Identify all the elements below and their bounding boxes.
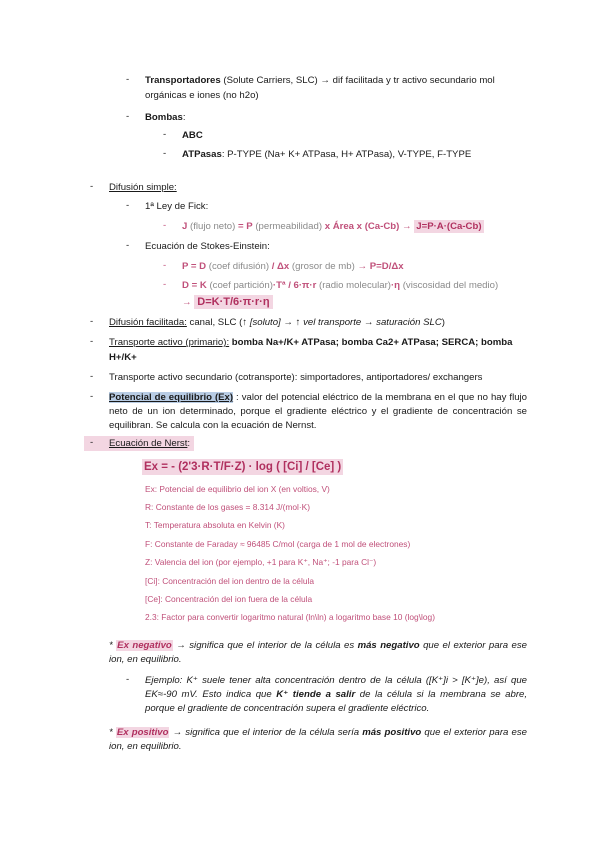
transporte-activo-line-2: H+/K+ bbox=[109, 352, 137, 363]
def-f: F: Constante de Faraday ≈ 96485 C/mol (carga de 1 mol de electrones) bbox=[145, 539, 411, 549]
stokes-p-formula bbox=[182, 260, 404, 274]
ejemplo-paragraph bbox=[145, 674, 527, 716]
pos-bold: más positivo bbox=[362, 727, 422, 738]
potencial-equilibrio-title: Potencial de equilibrio (Ex) bbox=[109, 392, 234, 403]
nerst-title: Ecuación de Nerst bbox=[109, 438, 188, 449]
stokes-dx-desc: (grosor de mb) bbox=[289, 261, 358, 272]
transporte-activo-title: Transporte activo (primario): bbox=[109, 337, 230, 348]
neg-text2: que el exterior para ese ion, en equilibrio. bbox=[109, 640, 527, 665]
bullet-dash: - bbox=[163, 129, 167, 140]
fick-p: = P bbox=[238, 221, 253, 232]
bullet-dash: - bbox=[163, 148, 167, 159]
def-z: Z: Valencia del ion (por ejemplo, +1 para K⁺, Na⁺; -1 para Cl⁻) bbox=[145, 557, 377, 567]
nernst-formula: Ex = - (2'3·R·T/F·Z) · log ( [Ci] / [Ce] ) bbox=[144, 461, 342, 473]
bullet-dash: - bbox=[126, 74, 130, 85]
bullet-dash: - bbox=[90, 371, 94, 382]
def-t: T: Temperatura absoluta en Kelvin (K) bbox=[145, 520, 285, 530]
stokes-heading: Ecuación de Stokes-Einstein: bbox=[145, 241, 270, 252]
stokes-d-result-line bbox=[182, 295, 273, 310]
potencial-equilibrio-paragraph bbox=[109, 391, 527, 433]
stokes-d-formula bbox=[182, 279, 498, 293]
bullet-dash: - bbox=[90, 336, 94, 347]
bullet-dash: - bbox=[126, 674, 130, 685]
bullet-dash: - bbox=[126, 200, 130, 211]
fick-area: x Área x (Ca-Cb) → bbox=[324, 221, 415, 232]
bullet-dash: - bbox=[126, 111, 130, 122]
nerst-colon: : bbox=[187, 438, 191, 449]
difusion-facilitada-close: ) bbox=[441, 317, 445, 328]
bullet-dash: - bbox=[90, 391, 94, 402]
transporte-activo-text: bomba Na+/K+ ATPasa; bomba Ca2+ ATPasa; SERCA; bomba bbox=[229, 337, 513, 348]
abc-line: ABC bbox=[182, 130, 203, 141]
bombas-line bbox=[145, 111, 186, 125]
fick-formula bbox=[182, 220, 484, 234]
bombas-title: Bombas bbox=[145, 112, 183, 123]
fick-j-desc: (flujo neto) bbox=[187, 221, 239, 232]
stokes-d: D = K bbox=[182, 280, 207, 291]
fick-j: J bbox=[182, 221, 188, 232]
def-r: R: Constante de los gases = 8.314 J/(mol·K) bbox=[145, 502, 311, 512]
bullet-dash: - bbox=[126, 240, 130, 251]
transportadores-text: (Solute Carriers, SLC) → dif facilitada y tr activo secundario mol bbox=[220, 75, 495, 86]
pos-text1: → significa que el interior de la célula sería bbox=[169, 727, 363, 738]
bombas-colon: : bbox=[182, 112, 186, 123]
stokes-r-desc: (radio molecular) bbox=[316, 280, 391, 291]
neg-bold: más negativo bbox=[357, 640, 420, 651]
stokes-p: P = D bbox=[182, 261, 207, 272]
fick-p-desc: (permeabilidad) bbox=[252, 221, 325, 232]
pos-star: * bbox=[109, 727, 116, 738]
def-ci: [Ci]: Concentración del ion dentro de la célula bbox=[145, 576, 314, 586]
stokes-eta: ·η bbox=[390, 280, 401, 291]
difusion-simple-heading: Difusión simple: bbox=[109, 182, 177, 193]
neg-text1: → significa que el interior de la célula es bbox=[172, 640, 358, 651]
stokes-p-desc: (coef difusión) bbox=[206, 261, 272, 272]
ejemplo-text1: Ejemplo: K⁺ suele tener alta concentración dentro de la célula ([K⁺]i > [K⁺]e), así que EK≈-90 mV. Esto indica que bbox=[145, 675, 527, 700]
transportadores-line bbox=[145, 74, 495, 88]
stokes-arrow: → bbox=[182, 297, 195, 308]
neg-star: * bbox=[109, 640, 117, 651]
ex-positivo-paragraph bbox=[109, 726, 527, 754]
def-ex: Ex: Potencial de equilibrio del ion X (en voltios, V) bbox=[145, 484, 330, 494]
stokes-d-result: D=K·T/6·π·r·η bbox=[194, 295, 272, 309]
ex-positivo-label: Ex positivo bbox=[116, 727, 169, 738]
stokes-eta-desc: (viscosidad del medio) bbox=[400, 280, 499, 291]
nerst-heading bbox=[109, 437, 190, 451]
ex-negativo-label: Ex negativo bbox=[117, 640, 172, 651]
bullet-dash: - bbox=[90, 181, 94, 192]
ex-negativo-paragraph bbox=[109, 639, 527, 667]
stokes-dx: / Δx bbox=[271, 261, 290, 272]
transportadores-title: Transportadores bbox=[145, 75, 221, 86]
pos-text2: que el exterior para ese ion, en equilibrio. bbox=[109, 727, 527, 752]
transporte-secundario-line: Transporte activo secundario (cotransporte): simportadores, antiportadores/ exchangers bbox=[109, 372, 483, 383]
fick-result: J=P·A·(Ca-Cb) bbox=[416, 221, 482, 232]
transportadores-line-2: orgánicas e iones (no h2o) bbox=[145, 90, 259, 101]
difusion-facilitada-ital: ↑ [soluto] → ↑ vel transporte → saturación SLC bbox=[242, 317, 442, 328]
stokes-p-result: → P=D/Δx bbox=[357, 261, 404, 272]
bullet-dash: - bbox=[163, 220, 167, 231]
atpasas-text: : P-TYPE (Na+ K+ ATPasa, H+ ATPasa), V-TYPE, F-TYPE bbox=[221, 149, 472, 160]
fick-heading: 1ª Ley de Fick: bbox=[145, 201, 209, 212]
def-ce: [Ce]: Concentración del ion fuera de la célula bbox=[145, 594, 313, 604]
stokes-t-r: ·Tª / 6·π·r bbox=[272, 280, 317, 291]
transporte-activo-line bbox=[109, 336, 513, 350]
difusion-facilitada-text: canal, SLC ( bbox=[186, 317, 243, 328]
potencial-equilibrio-text: : valor del potencial eléctrico de la membrana en el que no hay flujo neto de un ion determinado, porque el gradiente eléctrico y el gradiente de concentración se equilibran. Se calcula con la ecuación de Nernst. bbox=[109, 392, 527, 431]
bullet-dash: - bbox=[163, 260, 167, 271]
bullet-dash: - bbox=[90, 437, 94, 448]
ejemplo-text2: de la célula si la membrana se abre, porque el gradiente de concentración supera el gradiente eléctrico. bbox=[145, 689, 528, 714]
stokes-k-desc: (coef partición) bbox=[206, 280, 273, 291]
difusion-facilitada-title: Difusión facilitada: bbox=[109, 317, 187, 328]
difusion-facilitada-line bbox=[109, 316, 445, 330]
atpasas-title: ATPasas bbox=[182, 149, 222, 160]
def-factor: 2.3: Factor para convertir logaritmo natural (ln\ln) a logaritmo base 10 (log\log) bbox=[145, 612, 436, 622]
ejemplo-bold: K⁺ tiende a salir bbox=[276, 689, 356, 700]
bullet-dash: - bbox=[90, 316, 94, 327]
bullet-dash: - bbox=[163, 279, 167, 290]
atpasas-line bbox=[182, 148, 471, 162]
